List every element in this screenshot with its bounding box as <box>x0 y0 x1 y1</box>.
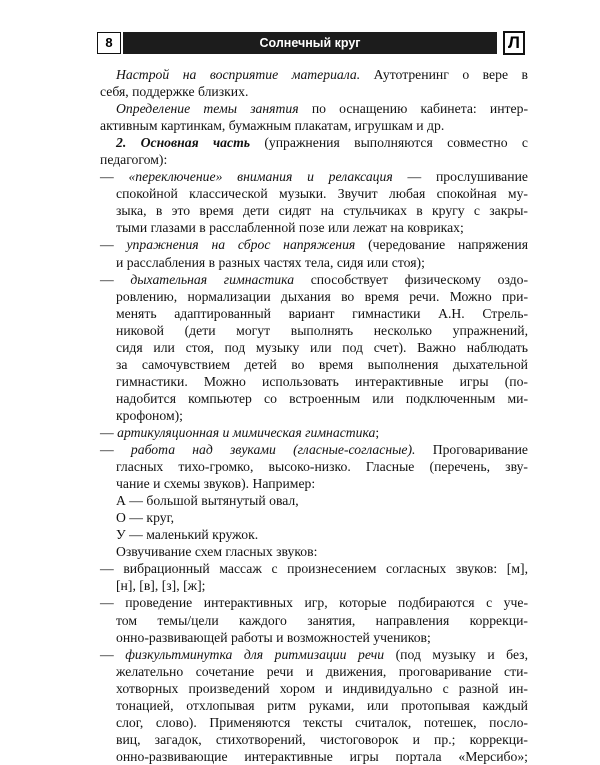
text-run: — <box>100 169 129 185</box>
text-run: сидя или стоя, под музыку или под счет). Важно наблюдать <box>116 339 528 355</box>
text-run: Определение темы занятия <box>116 101 299 117</box>
text-run: спокойной классической музыки. Звучит любая спокойная му- <box>116 186 528 202</box>
text-run: «переключение» внимания и релаксация <box>128 169 393 185</box>
text-line <box>100 543 528 560</box>
text-run: ; <box>375 424 380 440</box>
text-line <box>100 100 528 117</box>
text-run: (чередование напряжения <box>355 237 528 253</box>
text-run: — прослушивание <box>392 169 528 185</box>
text-line <box>100 697 528 714</box>
text-run: гимнастики. Можно использовать интерактивные игры (по- <box>116 373 528 389</box>
text-line <box>100 526 528 543</box>
publisher-logo: Л <box>503 31 525 55</box>
text-line <box>100 390 528 407</box>
text-run: дыхательная гимнастика <box>130 271 295 287</box>
text-run: [н], [в], [з], [ж]; <box>116 578 206 594</box>
text-line <box>100 714 528 731</box>
text-run: активным картинкам, бумажным плакатам, игрушкам и др. <box>100 118 445 134</box>
text-run: зыка, в это время дети сидят на стульчиках в кругу с закры- <box>116 203 528 219</box>
text-line <box>100 271 528 288</box>
text-line <box>100 680 528 697</box>
text-line <box>100 185 528 202</box>
text-run: и расслабления в разных частях тела, сидя или стоя); <box>116 254 425 270</box>
text-line <box>100 356 528 373</box>
text-run: гласных тихо-громко, высоко-низко. Гласные (перечень, зву- <box>116 459 528 475</box>
running-title: Солнечный круг <box>123 32 497 54</box>
text-run: крофоном); <box>116 407 183 423</box>
text-run: себя, поддержке близких. <box>100 84 249 100</box>
text-line <box>100 305 528 322</box>
text-run: за самочувствием детей во время выполнения дыхательной <box>116 356 528 372</box>
page-header <box>97 32 525 54</box>
text-run: никовой (дети могут выполнять несколько упражнений, <box>116 322 528 338</box>
text-run: работа над звуками (гласные-согласные). <box>130 442 416 458</box>
text-line <box>100 236 528 253</box>
text-run: — <box>100 646 126 662</box>
text-run: надобится компьютер со встроенным или подключенным ми- <box>116 390 528 406</box>
text-line <box>100 663 528 680</box>
text-line <box>100 577 528 594</box>
text-line <box>100 168 528 185</box>
text-line <box>100 83 528 100</box>
text-run: педагогом): <box>100 152 168 168</box>
text-run: упражнения на сброс напряжения <box>126 237 356 253</box>
text-line <box>100 612 528 629</box>
text-run: — <box>100 442 131 458</box>
text-run: слог, слово). Применяются тексты считалок, потешек, посло- <box>116 714 528 730</box>
text-run: физкультминутка для ритмизации речи <box>125 646 385 662</box>
text-run: У — маленький кружок. <box>116 527 259 543</box>
text-run: способствует физическому оздо- <box>294 271 529 287</box>
text-line <box>100 373 528 390</box>
text-run: Настрой на восприятие материала. <box>116 67 361 82</box>
text-run: — <box>100 237 127 253</box>
text-line <box>100 202 528 219</box>
text-line <box>100 492 528 509</box>
text-run: тыми глазами в расслабленной позе или лежат на ковриках; <box>116 220 464 236</box>
text-run: виц, загадок, стихотворений, чистоговорок и пр.; коррекци- <box>116 731 528 747</box>
text-run: онно-развивающие интерактивные игры портала «Мерсибо»; <box>116 748 528 764</box>
text-run: по оснащению кабинета: интер- <box>298 101 528 117</box>
text-line <box>100 509 528 526</box>
text-run: менять адаптированный вариант гимнастики А.Н. Стрель- <box>116 305 528 321</box>
text-run: тонацией, отхлопывая ритм руками, или протопывая каждый <box>116 697 528 713</box>
text-run: том темы/цели каждого занятия, направления коррекци- <box>116 612 528 628</box>
text-line <box>100 322 528 339</box>
text-line <box>100 407 528 424</box>
text-line <box>100 441 528 458</box>
page-number: 8 <box>97 32 121 54</box>
text-run: О — круг, <box>116 510 175 526</box>
text-line <box>100 254 528 271</box>
text-line <box>100 748 528 765</box>
text-run: — проведение интерактивных игр, которые подбираются с уче- <box>100 595 528 611</box>
text-line <box>100 424 528 441</box>
text-line <box>100 219 528 236</box>
text-line <box>100 458 528 475</box>
text-line <box>100 594 528 611</box>
text-run: Озвучивание схем гласных звуков: <box>116 544 318 560</box>
text-run: желательно сочетание речи и движения, проговаривание сти- <box>116 663 528 679</box>
text-run: Проговаривание <box>415 442 528 458</box>
text-line <box>100 475 528 492</box>
body-text <box>100 66 528 765</box>
text-line <box>100 134 528 151</box>
text-run: — <box>100 424 118 440</box>
text-line <box>100 731 528 748</box>
text-run: онно-развивающей работы и возможностей учеников; <box>116 629 431 645</box>
text-run: 2. Основная часть <box>116 135 250 151</box>
text-line <box>100 66 528 83</box>
text-line <box>100 629 528 646</box>
text-run: чание и схемы звуков). Например: <box>116 476 316 492</box>
text-line <box>100 339 528 356</box>
text-run: ровлению, нормализации дыхания во время речи. Можно при- <box>116 288 528 304</box>
text-line <box>100 288 528 305</box>
text-run: (под музыку и без, <box>384 646 529 662</box>
text-run: — <box>100 271 131 287</box>
text-run: хотворных произведений хором и индивидуально с разной ин- <box>116 680 528 696</box>
text-run: артикуляционная и мимическая гимнастика <box>117 424 376 440</box>
text-run: — вибрационный массаж с произнесением согласных звуков: [м], <box>100 561 528 577</box>
text-line <box>100 151 528 168</box>
text-line <box>100 560 528 577</box>
text-run: А — большой вытянутый овал, <box>116 493 299 509</box>
text-run: Аутотренинг о вере в <box>360 67 529 82</box>
text-run: (упражнения выполняются совместно с <box>249 135 528 151</box>
text-line <box>100 117 528 134</box>
text-line <box>100 646 528 663</box>
